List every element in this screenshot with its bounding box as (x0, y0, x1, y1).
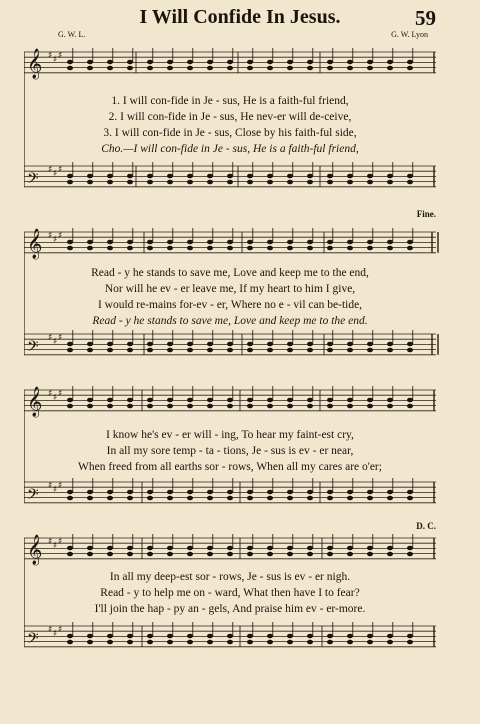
lyric-line: I'll join the hap - py an - gels, And praise him ev - er-more. (94, 603, 366, 615)
svg-text:♯: ♯ (48, 389, 53, 399)
lyric-line: Read - y to help me on - ward, What then have I to fear? (100, 587, 360, 599)
svg-text:♯: ♯ (53, 541, 58, 551)
lyric-line: 2. I will con-fide in Je - sus, He nev-er will de-ceive, (108, 111, 352, 123)
svg-text:♯: ♯ (58, 333, 63, 343)
lyric-line: I would re-mains for-ev - er, Where no e - vil can be-tide, (97, 299, 363, 311)
svg-text:♯: ♯ (48, 481, 53, 491)
svg-text:♯: ♯ (48, 333, 53, 343)
lyricist-credit: G. W. L. (58, 30, 86, 39)
svg-text:♯: ♯ (53, 485, 58, 495)
svg-text:𝄢: 𝄢 (27, 337, 39, 359)
dc-marker: D. C. (416, 521, 436, 531)
lyric-line: 3. I will con-fide in Je - sus, Close by his faith-ful side, (103, 127, 357, 139)
svg-text:♯: ♯ (53, 629, 58, 639)
svg-text:♯: ♯ (58, 231, 63, 241)
svg-text:♯: ♯ (53, 235, 58, 245)
svg-text:♯: ♯ (58, 389, 63, 399)
page-number: 59 (415, 6, 436, 30)
svg-text:♯: ♯ (48, 537, 53, 547)
lyric-line: When freed from all earths sor - rows, When all my cares are o'er; (78, 461, 382, 473)
composer-credit: G. W. Lyon (391, 30, 428, 39)
svg-text:♯: ♯ (48, 231, 53, 241)
lyric-line: In all my sore temp - ta - tions, Je - sus is ev - er near, (106, 445, 354, 457)
lyric-line: Nor will he ev - er leave me, If my heart to him I give, (104, 283, 356, 295)
svg-text:♯: ♯ (53, 55, 58, 65)
svg-text:♯: ♯ (48, 165, 53, 175)
lyric-line: In all my deep-est sor - rows, Je - sus is ev - er nigh. (109, 571, 351, 583)
lyric-line: 1. I will con-fide in Je - sus, He is a faith-ful friend, (111, 95, 349, 107)
svg-text:𝄞: 𝄞 (27, 48, 43, 79)
svg-text:♯: ♯ (58, 625, 63, 635)
svg-text:♯: ♯ (53, 169, 58, 179)
svg-text:♯: ♯ (58, 481, 63, 491)
svg-text:𝄢: 𝄢 (27, 485, 39, 507)
lyric-line: I know he's ev - er will - ing, To hear my faint-est cry, (106, 429, 354, 441)
svg-text:♯: ♯ (53, 337, 58, 347)
svg-text:𝄢: 𝄢 (27, 629, 39, 651)
chorus-line: Cho.—I will con-fide in Je - sus, He is a faith-ful friend, (101, 143, 359, 155)
svg-text:𝄞: 𝄞 (27, 228, 43, 259)
chorus-line: Read - y he stands to save me, Love and keep me to the end. (92, 315, 368, 327)
svg-text:♯: ♯ (58, 537, 63, 547)
hymn-title: I Will Confide In Jesus. (139, 6, 341, 28)
lyric-line: Read - y he stands to save me, Love and keep me to the end, (91, 267, 369, 279)
svg-text:♯: ♯ (48, 625, 53, 635)
svg-text:♯: ♯ (58, 51, 63, 61)
svg-text:♯: ♯ (58, 165, 63, 175)
fine-marker: Fine. (416, 209, 436, 219)
svg-text:♯: ♯ (48, 51, 53, 61)
svg-text:𝄢: 𝄢 (27, 169, 39, 191)
svg-text:♯: ♯ (53, 393, 58, 403)
svg-text:𝄞: 𝄞 (27, 386, 43, 417)
svg-text:𝄞: 𝄞 (27, 534, 43, 565)
